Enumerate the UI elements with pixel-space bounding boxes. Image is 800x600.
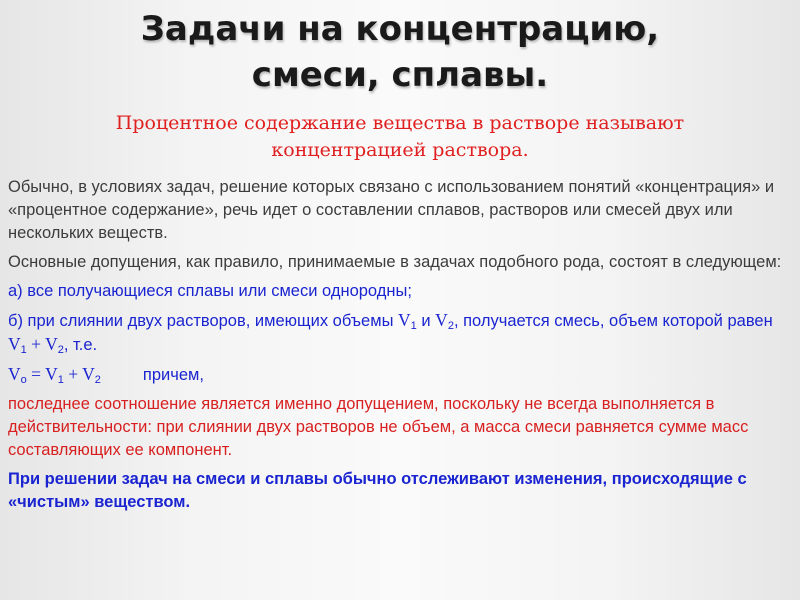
- volume-formula: $V_o = V_1 + V_2$ причем,: [8, 364, 204, 386]
- slide-body: [8, 176, 794, 520]
- intro-paragraph: Обычно, в условиях задач, решение которых связано с использованием понятий «концентрация» и «процентное содержание», речь идет о составлении сплавов, растворов или смесей двух или нескольких веществ.: [8, 178, 775, 242]
- conclusion-paragraph: При решении задач на смеси и сплавы обычно отслеживают изменения, происходящие с «чистым» веществом.: [8, 470, 747, 511]
- title-line-1: Задачи на концентрацию,: [140, 9, 660, 49]
- formula-note: причем,: [142, 366, 204, 384]
- slide-title: [0, 6, 800, 98]
- assumptions-paragraph: Основные допущения, как правило, принимаемые в задачах подобного рода, состоят в следующем:: [8, 253, 782, 271]
- assumption-b: б) при слиянии двух растворов, имеющих объемы $V_1$ и $V_2$, получается смесь, объем которой равен $V_1 + V_2$, т.е.: [8, 310, 773, 356]
- title-line-2: смеси, сплавы.: [251, 55, 549, 95]
- remark-paragraph: последнее соотношение является именно допущением, поскольку не всегда выполняется в действительности: при слиянии двух растворов не объем, а масса смеси равняется сумме масс составляющих ее компонент.: [8, 395, 749, 459]
- definition-text: Процентное содержание вещества в растворе называют концентрацией раствора.: [115, 112, 685, 161]
- assumption-a: а) все получающиеся сплавы или смеси однородны;: [8, 282, 412, 300]
